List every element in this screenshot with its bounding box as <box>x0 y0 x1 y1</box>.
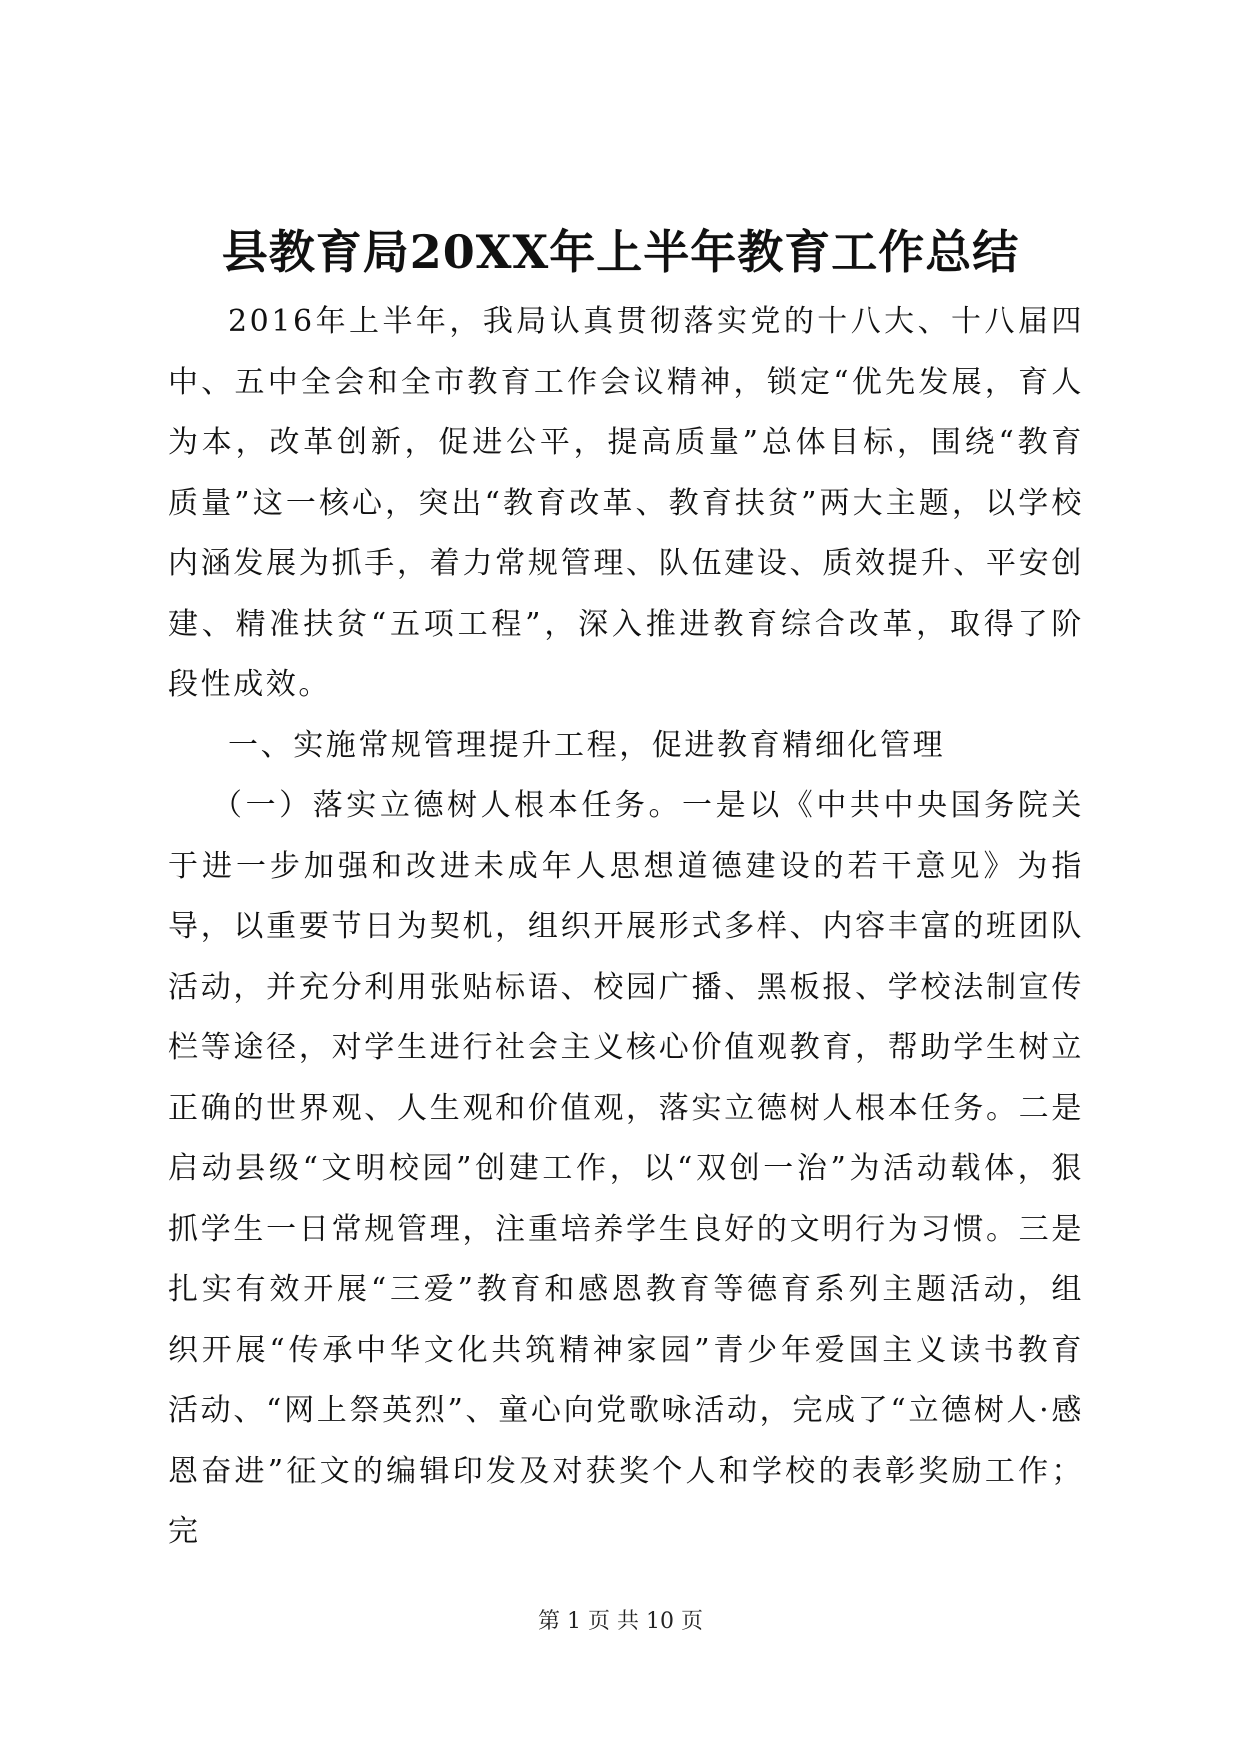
document-title: 县教育局20XX年上半年教育工作总结 <box>221 225 1020 279</box>
intro-paragraph: 2016年上半年，我局认真贯彻落实党的十八大、十八届四中、五中全会和全市教育工作会议精神，锁定“优先发展，育人为本，改革创新，促进公平，提高质量”总体目标，围绕“教育质量”这一核心，突出“教育改革、教育扶贫”两大主题，以学校内涵发展为抓手，着力常规管理、队伍建设、质效提升、平安创建、精准扶贫“五项工程”，深入推进教育综合改革，取得了阶段性成效。 <box>168 304 1084 702</box>
document-body <box>168 292 1084 1563</box>
section-heading: 一、实施常规管理提升工程，促进教育精细化管理 <box>228 727 946 763</box>
section-paragraph: （一）落实立德树人根本任务。一是以《中共中央国务院关于进一步加强和改进未成年人思想道德建设的若干意见》为指导，以重要节日为契机，组织开展形式多样、内容丰富的班团队活动，并充分利用张贴标语、校园广播、黑板报、学校法制宣传栏等途径，对学生进行社会主义核心价值观教育，帮助学生树立正确的世界观、人生观和价值观，落实立德树人根本任务。二是启动县级“文明校园”创建工作，以“双创一治”为活动载体，狠抓学生一日常规管理，注重培养学生良好的文明行为习惯。三是扎实有效开展“三爱”教育和感恩教育等德育系列主题活动，组织开展“传承中华文化共筑精神家园”青少年爱国主义读书教育活动、“网上祭英烈”、童心向党歌咏活动，完成了“立德树人·感恩奋进”征文的编辑印发及对获奖个人和学校的表彰奖励工作；完 <box>168 788 1084 1549</box>
page-number: 第 1 页 共 10 页 <box>538 1609 703 1634</box>
